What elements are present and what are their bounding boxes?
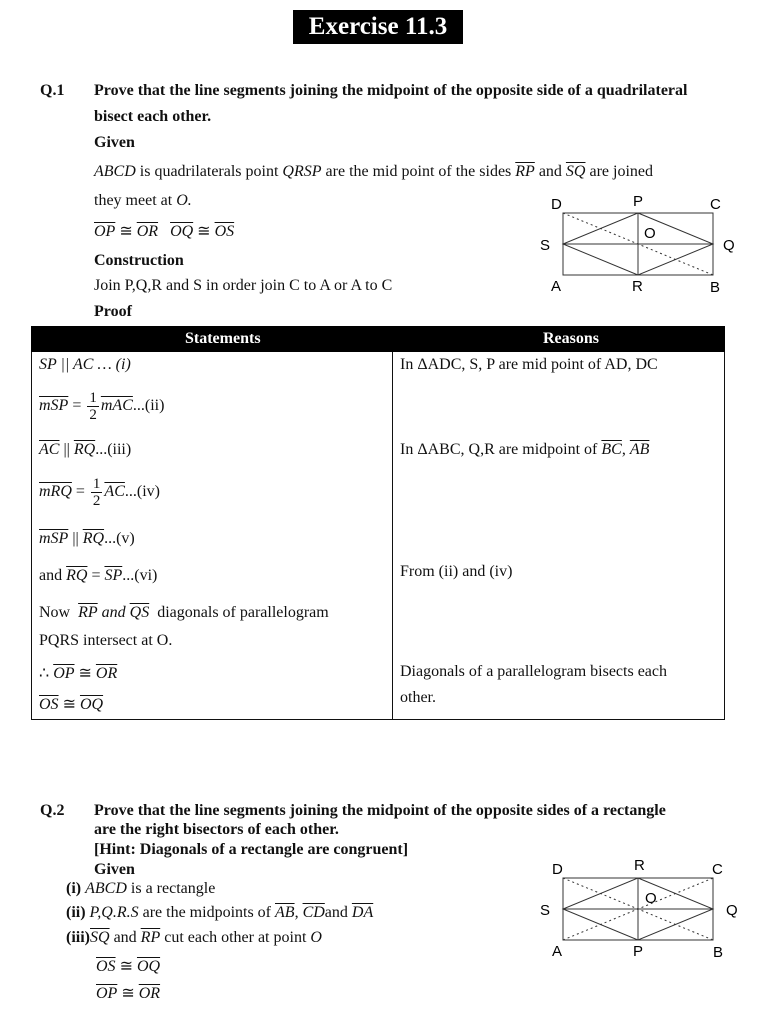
q1-construction-heading: Construction (94, 252, 184, 269)
q2-label-o: O (645, 890, 657, 907)
statement-4: $\overline{mRQ}$ = $\frac{1}{2}$ $\overline{AC}...(iv)$ (39, 476, 160, 509)
q1-given-o: O. (176, 192, 192, 209)
statement-9-or: $\overline{OR}$ (95, 665, 118, 682)
statement-2: $\overline{mSP}$ = $\frac{1}{2}$ $\overline{mAC}...(ii)$ (39, 390, 165, 423)
q1-label-a: A (551, 278, 562, 295)
q2-given-3-o: O (310, 929, 322, 946)
q2-label-s: S (540, 902, 551, 919)
q1-eq-or: $\overline{OR}$ (136, 223, 159, 240)
statement-6-rq: $\overline{RQ}$ (66, 567, 88, 584)
statement-4-num: 1 (92, 476, 101, 492)
q2-eq-2-or: $\overline{OR}$ (138, 985, 161, 1002)
q2-given-3-sq: $\overline{SQ}$ (90, 929, 110, 946)
statement-7-rp: $\overline{RP}$ (78, 604, 98, 621)
q2-given-2: (ii) P,Q.R.S are the midpoints of $\overline{AB}$, $\overline{CD}and$ $\overline{DA}$ (66, 904, 374, 921)
q1-given-line2 (94, 192, 192, 210)
statement-5-msp: $\overline{mSP}$ (39, 530, 69, 547)
reason-1: In ΔADC, S, P are mid point of AD, DC (400, 356, 658, 373)
q2-label-r: R (634, 857, 645, 874)
statement-5-rq: $\overline{RQ}$ (82, 530, 105, 547)
q2-given-1-abcd: ABCD (85, 880, 127, 897)
q2-question-line1: Prove that the line segments joining the midpoint of the opposite sides of a rectangle (94, 802, 666, 819)
q2-given-3-rp: $\overline{RP}$ (140, 929, 161, 946)
q2-label-d: D (552, 861, 563, 878)
statement-3-rq: $\overline{RQ}$ (73, 441, 96, 458)
q1-label-s: S (540, 237, 551, 254)
q1-given-rp: $\overline{RP}$ (515, 163, 535, 180)
q2-given-3 (66, 929, 322, 947)
q1-label-q: Q (723, 237, 735, 254)
statement-4-lhs: $\overline{mRQ}$ (39, 483, 72, 501)
q2-given-2-points: P,Q.R.S (89, 904, 139, 921)
q2-given-3-text: cut each other at point (164, 929, 311, 946)
q2-given-1-text: is a rectangle (126, 880, 216, 897)
statement-5: $\overline{mSP}$ || $\overline{RQ}...(v)$ (39, 530, 135, 547)
statement-7-and: and (101, 604, 126, 621)
q1-label-p: P (633, 193, 644, 210)
q1-given-text-b: are the mid point of the sides (321, 163, 516, 180)
reason-4-line1: Diagonals of a parallelogram bisects each (400, 663, 667, 680)
q1-given-qrsp: QRSP (282, 163, 322, 180)
q1-given-and: and (538, 163, 562, 180)
reason-4-line2: other. (400, 689, 436, 706)
q2-eq-1: $\overline{OS}$ ≅ $\overline{OQ}$ (96, 958, 161, 975)
statement-7-qs: $\overline{QS}$ (129, 604, 150, 621)
q1-eq-cong1: ≅ (119, 223, 133, 240)
q1-eq-cong2: ≅ (197, 223, 211, 240)
reason-3: From (ii) and (iv) (400, 563, 513, 580)
statement-6: and $\overline{RQ} = \overline{SP}...(vi)$ (39, 567, 158, 584)
q2-given-2-da: $\overline{DA}$ (351, 904, 374, 921)
statement-3: $\overline{AC}$ || $\overline{RQ}...(iii)$ (39, 441, 132, 458)
statement-2-den: 2 (89, 407, 97, 423)
statement-8: PQRS intersect at O. (39, 632, 173, 649)
statement-7-rest: diagonals of parallelogram (157, 604, 329, 621)
q2-given-2-and: and (324, 904, 348, 921)
statement-3-ac: $\overline{AC}$ (39, 441, 60, 458)
q2-label-b: B (713, 944, 724, 961)
statement-10-os: $\overline{OS}$ (39, 696, 59, 713)
q2-eq-2-op: $\overline{OP}$ (96, 985, 118, 1002)
q2-given-3-num: (iii) (66, 929, 90, 946)
proof-header-reasons: Reasons (543, 330, 600, 347)
q2-number: Q.2 (40, 802, 65, 819)
reason-2-bc: $\overline{BC}$ (601, 441, 622, 458)
statement-2-tag: ...(ii) (132, 397, 165, 415)
q1-label-o: O (644, 225, 656, 242)
q2-eq-1-oq: $\overline{OQ}$ (136, 958, 161, 975)
reason-2: In ΔABC, Q,R are midpoint of $\overline{BC}$, $\overline{AB}$ (400, 441, 650, 458)
q1-label-d: D (551, 196, 562, 213)
q1-eq-os: $\overline{OS}$ (214, 223, 235, 240)
q1-diagram (535, 192, 745, 298)
q1-given-meet: they meet at (94, 192, 177, 209)
statement-4-rhs: $\overline{AC}$ (104, 483, 125, 501)
proof-column-divider (392, 352, 393, 720)
statement-9: ∴ $\overline{OP}$ ≅ $\overline{OR}$ (39, 665, 118, 682)
q2-given-2-text: are the midpoints of (138, 904, 276, 921)
statement-9-therefore: ∴ (39, 665, 50, 682)
proof-table (31, 326, 725, 720)
q2-diagram (535, 855, 745, 961)
q1-question-line1: Prove that the line segments joining the midpoint of the opposite side of a quadrilateral (94, 82, 688, 99)
statement-2-lhs: $\overline{mSP}$ (39, 397, 69, 415)
statement-6-tag: ...(vi) (122, 567, 158, 584)
q2-hint: [Hint: Diagonals of a rectangle are congruent] (94, 841, 409, 858)
statement-6-and: and (39, 567, 63, 584)
statement-10-oq: $\overline{OQ}$ (79, 696, 104, 713)
statement-10: $\overline{OS}$ ≅ $\overline{OQ}$ (39, 696, 104, 713)
q2-eq-1-os: $\overline{OS}$ (96, 958, 116, 975)
q2-label-p: P (633, 943, 644, 960)
statement-4-tag: ...(iv) (124, 483, 160, 501)
statement-6-sp: $\overline{SP}$ (104, 567, 123, 584)
q2-given-2-num: (ii) (66, 904, 86, 921)
q1-label-r: R (632, 278, 643, 295)
statement-7 (39, 604, 329, 622)
statement-3-tag: ...(iii) (95, 441, 132, 458)
q2-label-a: A (552, 943, 563, 960)
q1-given-heading: Given (94, 134, 135, 151)
q1-number: Q.1 (40, 82, 65, 99)
proof-table-header (31, 326, 725, 352)
reason-2-text: In ΔABC, Q,R are midpoint of (400, 441, 598, 458)
q1-given-sq: $\overline{SQ}$ (565, 163, 586, 180)
q1-label-c: C (710, 196, 721, 213)
q2-given-2-ab: $\overline{AB}$ (275, 904, 295, 921)
statement-7-now: Now (39, 604, 71, 621)
q2-given-1-num: (i) (66, 880, 82, 897)
q1-given-line1 (94, 163, 653, 181)
statement-4-den: 2 (92, 493, 101, 509)
q1-given-text-a: is quadrilaterals point (135, 163, 283, 180)
reason-2-ab: $\overline{AB}$ (629, 441, 650, 458)
statement-9-op: $\overline{OP}$ (53, 665, 75, 682)
q2-eq-2: $\overline{OP}$ ≅ $\overline{OR}$ (96, 985, 161, 1002)
statement-5-tag: ...(v) (104, 530, 135, 547)
q1-question-line2: bisect each other. (94, 108, 212, 125)
q1-given-abcd: ABCD (94, 163, 136, 180)
q1-given-equalities (94, 221, 234, 241)
q2-given-3-and: and (113, 929, 137, 946)
q2-question-line2: are the right bisectors of each other. (94, 821, 339, 838)
proof-header-statements: Statements (185, 330, 261, 347)
q1-construction-text: Join P,Q,R and S in order join C to A or A to C (94, 277, 393, 294)
q1-label-b: B (710, 279, 721, 296)
q1-proof-heading: Proof (94, 303, 132, 320)
q2-given-2-cd: $\overline{CD}$ (302, 904, 325, 921)
q1-eq-oq: $\overline{OQ}$ (170, 223, 194, 240)
page-title: Exercise 11.3 (293, 10, 463, 44)
q2-label-c: C (712, 861, 723, 878)
q2-given-1 (66, 880, 215, 898)
q1-eq-op: $\overline{OP}$ (94, 223, 116, 240)
statement-2-fraction (87, 390, 99, 423)
statement-2-rhs: $\overline{mAC}$ (100, 397, 133, 415)
q2-label-q: Q (726, 902, 738, 919)
statement-4-fraction (91, 476, 103, 509)
q2-given-heading: Given (94, 861, 135, 878)
q1-given-joined: are joined (589, 163, 654, 180)
statement-1: SP || AC … (i) (39, 356, 131, 373)
statement-2-num: 1 (89, 390, 97, 406)
